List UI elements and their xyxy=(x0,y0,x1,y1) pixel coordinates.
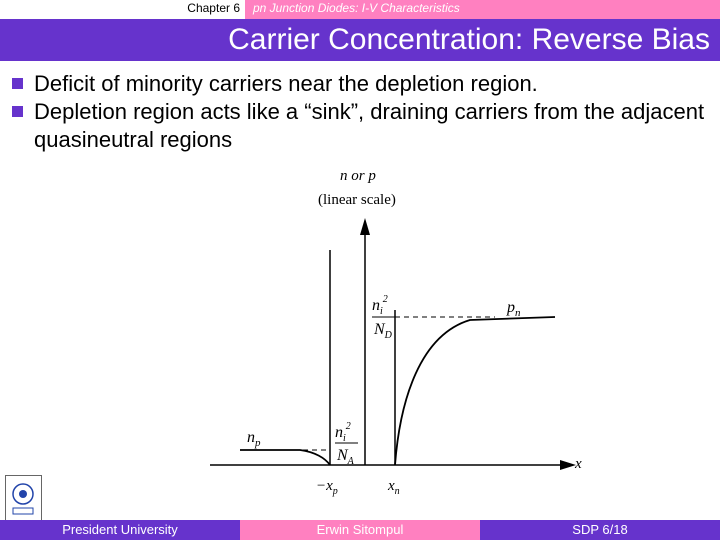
carrier-concentration-diagram xyxy=(210,160,600,505)
np-curve xyxy=(240,450,330,465)
chapter-label: Chapter 6 xyxy=(187,1,240,15)
xn-label: $x_n$ xyxy=(388,478,400,497)
bullet-square-icon xyxy=(12,106,23,117)
chapter-subtitle: pn Junction Diodes: I-V Characteristics xyxy=(253,1,460,15)
neg-xp-label: $-x_p$ xyxy=(316,478,338,497)
footer-author: Erwin Sitompul xyxy=(240,520,480,540)
np-label: $n_p$ xyxy=(247,429,261,449)
x-axis-label: x xyxy=(575,456,582,472)
bullet-text: Depletion region acts like a “sink”, draining carriers from the adjacent quasineutral regions xyxy=(34,99,705,152)
footer-slide-number: SDP 6/18 xyxy=(480,520,720,540)
university-emblem-icon xyxy=(6,476,41,521)
ni2-over-na-label: $n_i^2$ xyxy=(335,421,351,444)
na-label: $N_A$ xyxy=(337,447,354,467)
university-logo xyxy=(5,475,42,522)
slide-title: Carrier Concentration: Reverse Bias xyxy=(228,23,710,56)
y-axis-label: n or p xyxy=(340,168,376,184)
nd-label: $N_D$ xyxy=(374,321,392,341)
bullet-text: Deficit of minority carriers near the depletion region. xyxy=(34,71,538,96)
title-bar xyxy=(0,19,720,61)
y-axis-arrow xyxy=(360,218,370,235)
ni2-over-nd-label: $n_i^2$ xyxy=(372,294,388,317)
bullet-item xyxy=(12,70,712,98)
pn-curve xyxy=(395,317,555,465)
bullet-item xyxy=(12,98,712,154)
y-axis-scale-label: (linear scale) xyxy=(318,192,396,208)
pn-label: $p_n$ xyxy=(507,299,521,319)
header-chapter-area xyxy=(0,0,245,19)
x-axis-arrow xyxy=(560,460,576,470)
footer xyxy=(0,520,720,540)
header-subtitle-bar xyxy=(245,0,720,19)
bullet-list xyxy=(12,70,712,154)
footer-institution: President University xyxy=(0,520,240,540)
bullet-square-icon xyxy=(12,78,23,89)
